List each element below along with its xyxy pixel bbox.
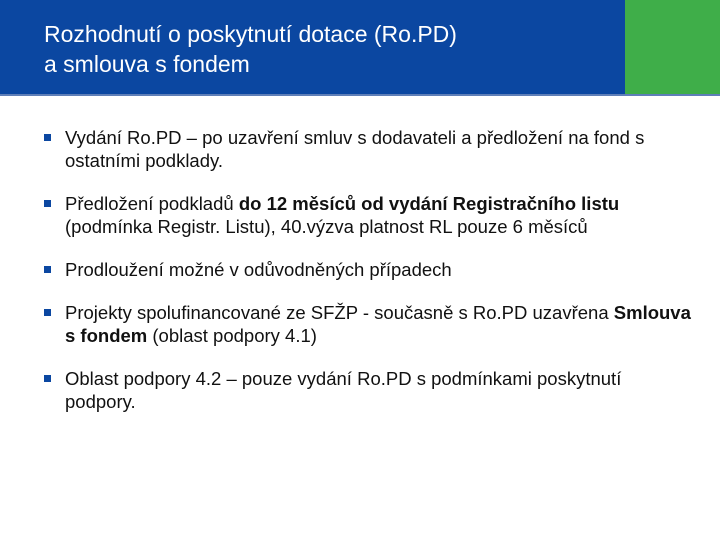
header-divider [0, 94, 720, 96]
square-bullet-icon [44, 266, 51, 273]
slide-title-line-1: Rozhodnutí o poskytnutí dotace (Ro.PD) [44, 21, 457, 47]
bullet-item [44, 258, 694, 281]
bullet-item [44, 367, 694, 413]
title-banner [0, 0, 720, 96]
slide-title-line-2: a smlouva s fondem [44, 51, 250, 77]
bullet-text: (oblast podpory 4.1) [147, 325, 317, 346]
slide-title [44, 19, 614, 79]
bullet-item [44, 192, 694, 238]
bullet-item [44, 301, 694, 347]
bullet-text: Projekty spolufinancované ze SFŽP - současně s Ro.PD uzavřena [65, 302, 614, 323]
square-bullet-icon [44, 134, 51, 141]
bullet-text: Předložení podkladů [65, 193, 239, 214]
bullet-text: Vydání Ro.PD – po uzavření smluv s dodavateli a předložení na fond s ostatními podklady. [65, 127, 645, 171]
square-bullet-icon [44, 375, 51, 382]
bullet-text: Prodloužení možné v odůvodněných případech [65, 259, 452, 280]
bullet-text-bold: Smlouva s fondem [65, 302, 691, 346]
bullet-text: (podmínka Registr. Listu), 40.výzva platnost RL pouze 6 měsíců [65, 216, 588, 237]
square-bullet-icon [44, 309, 51, 316]
bullet-list [44, 126, 694, 433]
bullet-text-bold: do 12 měsíců od vydání Registračního listu [238, 193, 620, 214]
bullet-text: Oblast podpory 4.2 – pouze vydání Ro.PD s podmínkami poskytnutí podpory. [65, 368, 622, 412]
green-accent-block [625, 0, 720, 96]
square-bullet-icon [44, 200, 51, 207]
bullet-item [44, 126, 694, 172]
